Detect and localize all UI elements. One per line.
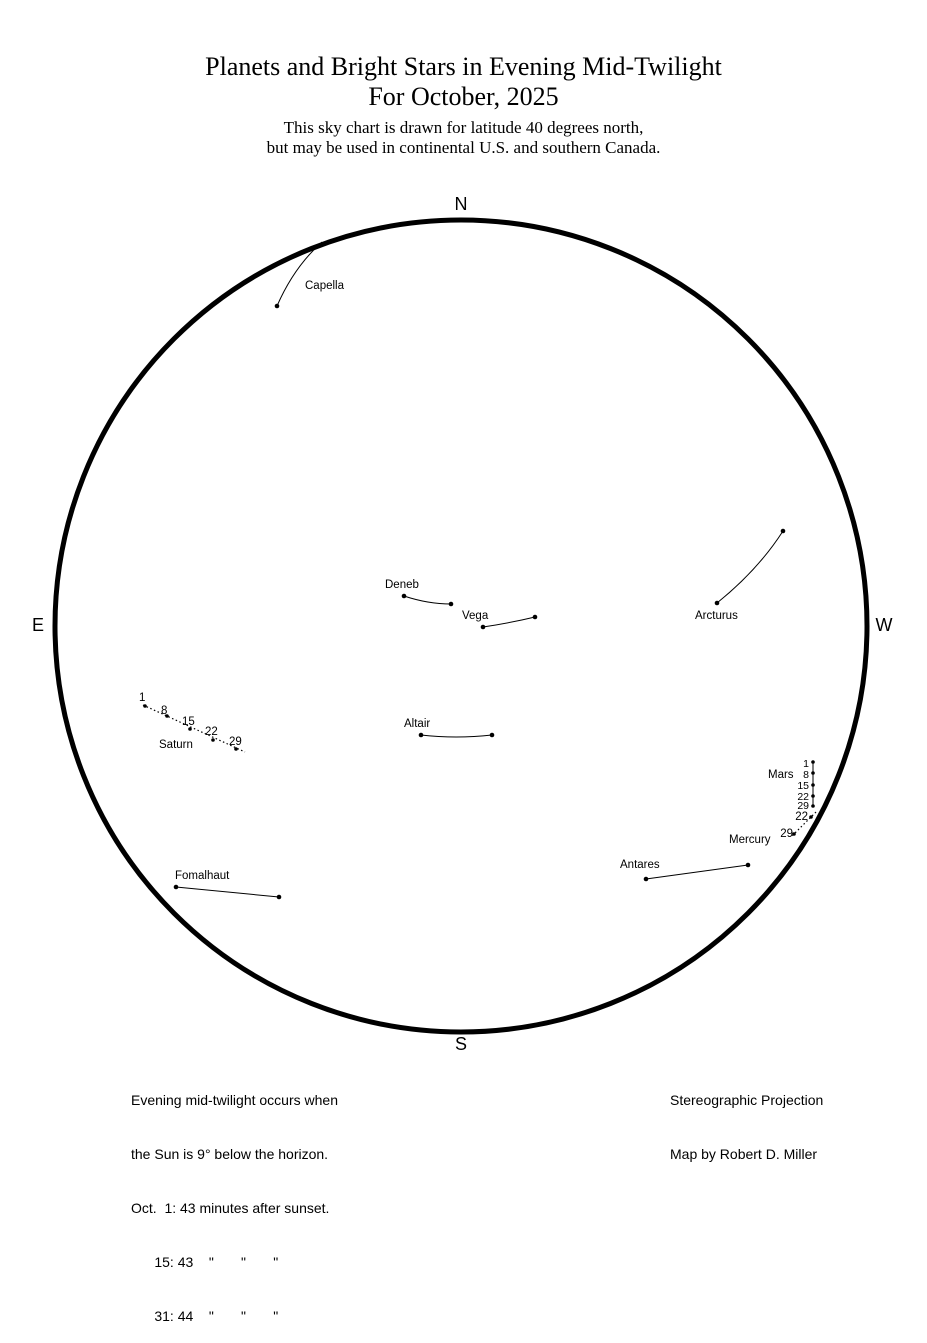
deneb-dot-start (402, 594, 407, 599)
deneb-dot-end (449, 602, 454, 607)
mars-date-15: 15 (797, 780, 809, 792)
saturn-dot-22 (211, 738, 215, 742)
altair-dot-end (490, 733, 495, 738)
fomalhaut-dot-start (174, 885, 179, 890)
arcturus-dot-start (715, 601, 720, 606)
antares-label: Antares (620, 859, 660, 871)
altair-dot-start (419, 733, 424, 738)
chart-title: Planets and Bright Stars in Evening Mid-Twilight (205, 52, 722, 81)
saturn-date-29: 29 (229, 736, 242, 748)
antares-dot-start (644, 877, 649, 882)
mercury-date-29: 29 (780, 828, 793, 840)
chart-title-month: For October, 2025 (368, 82, 559, 111)
capella-dot (275, 304, 280, 309)
compass-east: E (31, 615, 45, 635)
twilight-note-line: 31: 44 " " " (131, 1308, 279, 1324)
compass-north: N (454, 194, 468, 214)
arcturus-track (717, 531, 783, 603)
saturn-label: Saturn (159, 739, 193, 751)
twilight-note-line: the Sun is 9° below the horizon. (131, 1146, 329, 1162)
vega-track (483, 617, 535, 627)
mars-dot-29 (811, 804, 815, 808)
saturn-date-8: 8 (161, 705, 168, 717)
chart-subtitle-line1: This sky chart is drawn for latitude 40 degrees north, (283, 118, 644, 137)
mars-track-group (768, 758, 815, 812)
mercury-dot-22 (809, 815, 813, 819)
fomalhaut-dot-end (277, 895, 282, 900)
projection-label: Stereographic Projection (670, 1092, 824, 1108)
mars-date-22: 22 (797, 791, 809, 803)
chart-subtitle-line2: but may be used in continental U.S. and southern Canada. (266, 138, 661, 157)
mars-dot-8 (811, 771, 815, 775)
horizon-circle (55, 220, 867, 1032)
mars-dot-22 (811, 794, 815, 798)
mercury-date-22: 22 (795, 811, 808, 823)
arcturus-dot-end (781, 529, 786, 534)
saturn-track-group (139, 692, 245, 752)
mars-date-29: 29 (797, 800, 809, 812)
fomalhaut-label: Fomalhaut (175, 870, 230, 882)
twilight-note-line: Oct. 1: 43 minutes after sunset. (131, 1200, 330, 1216)
mars-date-8: 8 (803, 769, 809, 781)
saturn-date-1: 1 (139, 692, 146, 704)
altair-track (421, 735, 492, 737)
saturn-date-22: 22 (205, 726, 218, 738)
saturn-date-15: 15 (182, 716, 195, 728)
capella-label: Capella (305, 280, 344, 292)
mars-dot-1 (811, 760, 815, 764)
twilight-note (131, 1055, 338, 1343)
antares-dot-end (746, 863, 751, 868)
deneb-label: Deneb (385, 579, 419, 591)
compass-south: S (454, 1034, 468, 1054)
antares-track (646, 865, 748, 879)
fomalhaut-track (176, 887, 279, 897)
mars-dot-15 (811, 783, 815, 787)
saturn-dot-1 (143, 704, 147, 708)
author-credit: Map by Robert D. Miller (670, 1146, 818, 1162)
mars-date-1: 1 (803, 758, 809, 770)
vega-label: Vega (462, 610, 489, 622)
credit-note (670, 1055, 823, 1181)
twilight-note-line: Evening mid-twilight occurs when (131, 1092, 338, 1108)
vega-dot-start (481, 625, 486, 630)
mars-label: Mars (768, 769, 794, 781)
vega-dot-end (533, 615, 538, 620)
deneb-track (404, 596, 451, 604)
arcturus-label: Arcturus (695, 610, 738, 622)
twilight-note-line: 15: 43 " " " (131, 1254, 279, 1270)
mercury-label: Mercury (729, 834, 771, 846)
altair-label: Altair (404, 718, 431, 730)
compass-west: W (875, 615, 893, 635)
